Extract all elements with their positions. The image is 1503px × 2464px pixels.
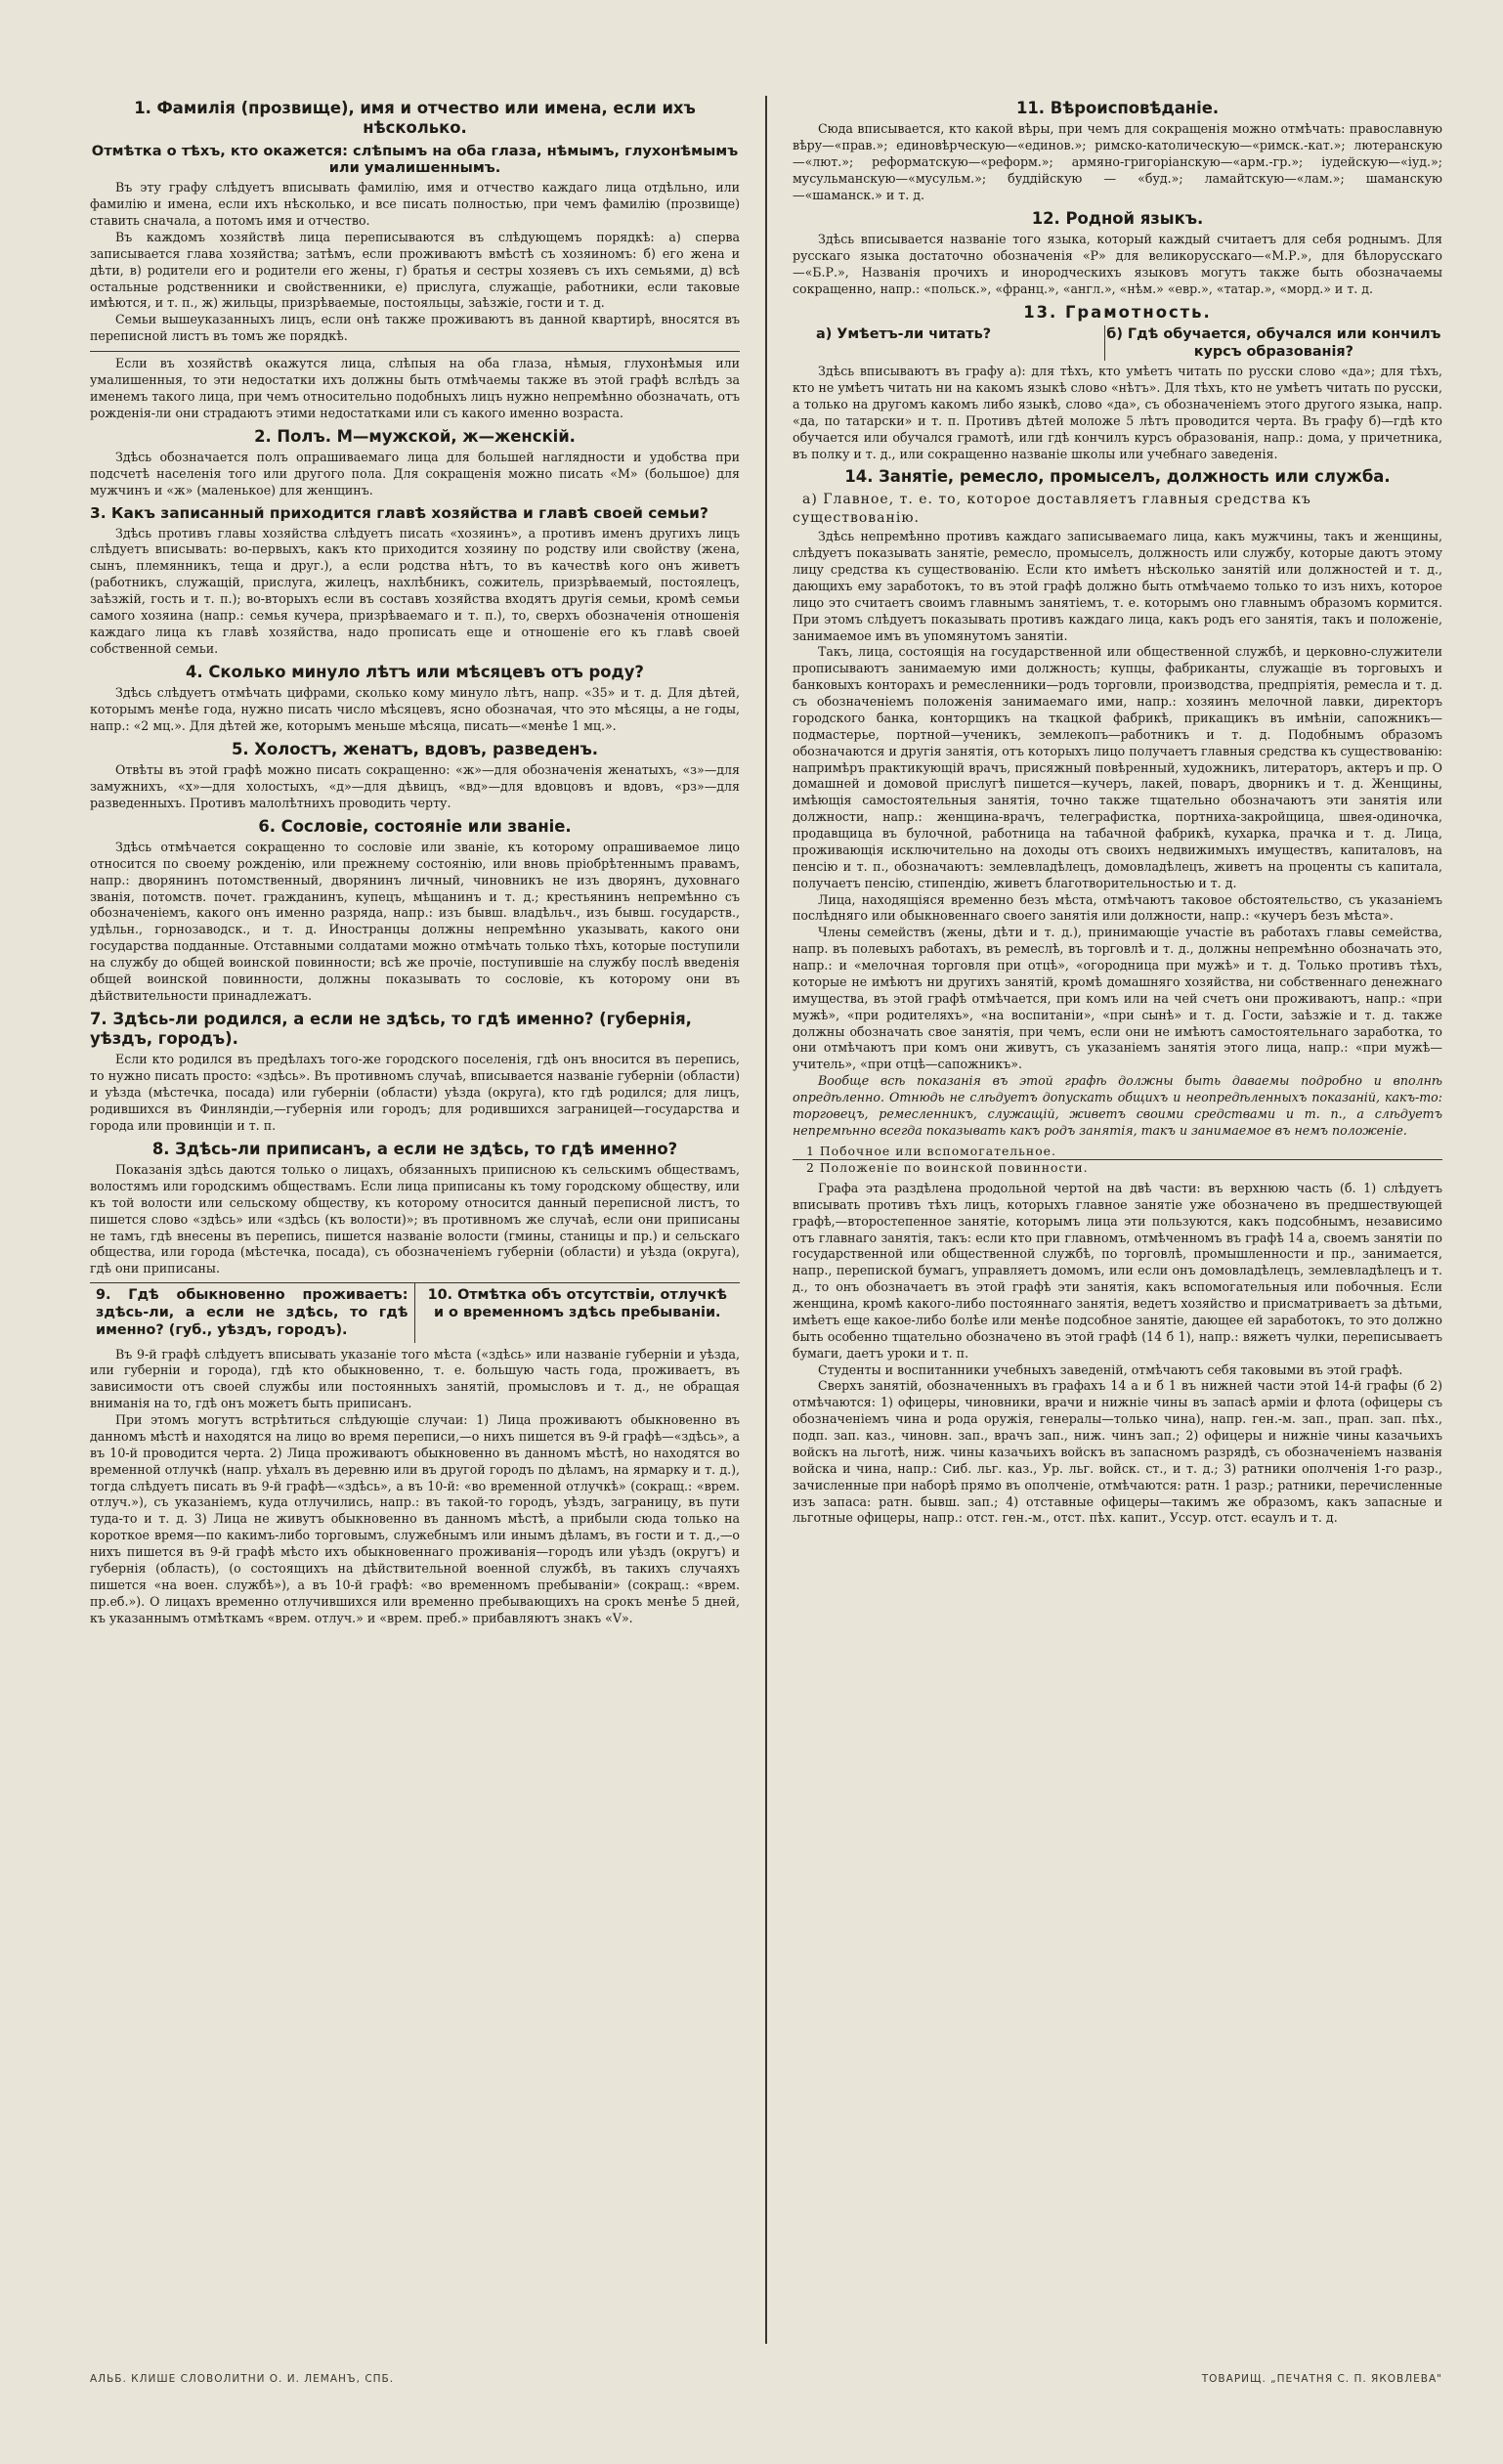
section-11-title: 11. Вѣроисповѣданіе.: [1015, 99, 1220, 117]
section-13-a-label: а) Умѣетъ-ли читать?: [816, 325, 992, 342]
section-1-paragraph: Въ эту графу слѣдуетъ вписывать фамилію, имя и отчество каждаго лица отдѣльно, или фамилію и имена, если ихъ нѣсколько, и все писать полностью, при чемъ фамилію (прозвище) ставить сначала, а потомъ имя и отчество.: [90, 180, 740, 229]
section-12-title: 12. Родной языкъ.: [1031, 208, 1204, 228]
section-6-title: 6. Сословіе, состояніе или званіе.: [258, 816, 572, 836]
section-14-subheading-b1: 1 Побочное или вспомогательное.: [793, 1144, 1442, 1161]
section-7-paragraph: Если кто родился въ предѣлахъ того-же городского поселенія, гдѣ онъ вносится въ перепись, то нужно писать просто: «здѣсь». Въ противномъ случаѣ, вписывается названіе губерніи (области) и уѣзда (мѣстечка, посада) или губерніи (области) уѣзда (округа), кто гдѣ родился; для лицъ, родившихся въ Финляндіи,—губернія или городъ; для родившихся заграницей—государства и города или провинціи и т. п.: [90, 1052, 740, 1133]
section-14-subheading-b: [793, 1144, 1442, 1177]
section-5-title: 5. Холостъ, женатъ, вдовъ, разведенъ.: [231, 739, 599, 758]
section-7-title: 7. Здѣсь-ли родился, а если не здѣсь, то гдѣ именно? (губернія, уѣздъ, городъ).: [90, 1009, 692, 1048]
section-14-paragraph: Такъ, лица, состоящія на государственной или общественной службѣ, и церковно-служители прописываютъ занимаемую ими должность; купцы, фабриканты, служащіе въ торговыхъ и банковыхъ конторахъ и ремесленники—родъ торговли, производства, предпріятія, ремесла и т. д. съ обозначеніемъ положенія занимаемаго ими, напр.: хозяинъ мелочной лавки, директоръ городского банка, конторщикъ на ткацкой фабрикѣ, прикащикъ въ имѣніи, сапожникъ—подмастерье, портной—ученикъ, землекопъ—работникъ и т. д. Подобнымъ образомъ обозначаются и другія занятія, отъ которыхъ лицо получаетъ главныя средства къ существованію: напримѣръ практикующій врачъ, присяжный повѣренный, художникъ, литераторъ, актеръ и пр. О домашней и домовой прислугѣ пишется—кучеръ, лакей, поваръ, дворникъ и т. д. Женщины, имѣющія самостоятельныя занятія, точно также тщательно обозначаютъ эти занятія или должности, напр.: женщина-врачъ, телеграфистка, портниха-закройщица, швея-одиночка, продавщица въ булочной, работница на табачной фабрикѣ, кухарка, прачка и т. д. Лица, проживающія исключительно на доходы отъ своихъ недвижимыхъ имуществъ, капиталовъ, на пенсію и т. п., обозначаютъ: землевладѣлецъ, домовладѣлецъ, живетъ на проценты съ капитала, получаетъ пенсію, стипендію, живетъ благотворительностью и т. д.: [793, 644, 1442, 890]
section-13-paragraph: Здѣсь вписываютъ въ графу а): для тѣхъ, кто умѣетъ читать по русски слово «да»; для тѣхъ, кто не умѣетъ читать ни на какомъ языкѣ слово «нѣтъ». Для тѣхъ, кто не умѣетъ читать по русски, а только на другомъ какомъ либо языкѣ, слово «да», съ обозначеніемъ этого другого языка, напр. «да, по татарски» и т. п. Противъ дѣтей моложе 5 лѣтъ проводится черта. Въ графу б)—гдѣ кто обучается или обучался грамотѣ, или гдѣ кончилъ курсъ образованія, напр.: дома, у причетника, въ полку и т. д., или сокращенно названіе школы или учебнаго заведенія.: [793, 364, 1442, 461]
section-6-paragraph: Здѣсь отмѣчается сокращенно то сословіе или званіе, къ которому опрашиваемое лицо относится по своему рожденію, или прежнему состоянію, или вновь пріобрѣтеннымъ правамъ, напр.: дворянинъ потомственный, дворянинъ личный, чиновникъ не изъ дворянъ, духовнаго званія, потомств. почет. гражданинъ, купецъ, мѣщанинъ и т. д.; крестьянинъ непремѣнно съ обозначеніемъ, какого онъ именно разряда, напр.: изъ бывш. владѣльч., изъ бывш. государств., удѣльн., горнозаводск., и т. д. Иностранцы должны непремѣнно указывать, какого они государства подданные. Отставными солдатами можно отмѣчать только тѣхъ, которые поступили на службу до общей воинской повинности; всѣ же прочіе, поступившіе на службу послѣ введенія общей воинской повинности, должны показывать то сословіе, къ которому они въ дѣйствительности принадлежатъ.: [90, 839, 740, 1003]
section-12-paragraph: Здѣсь вписывается названіе того языка, который каждый считаетъ для себя роднымъ. Для русскаго языка достаточно обозначенія «Р» для великорусскаго—«М.Р.», для бѣлорусскаго—«Б.Р.», Названія прочихъ и инородческихъ языковъ могутъ также быть обозначаемы сокращенно, напр.: «польск.», «франц.», «англ.», «нѣм.» «евр.», «татар.», «морд.» и т. д.: [793, 232, 1442, 296]
section-14-paragraph: Лица, находящіяся временно безъ мѣста, отмѣчаютъ таковое обстоятельство, съ указаніемъ послѣдняго или обыкновеннаго своего занятія или должности, напр.: «кучеръ безъ мѣста».: [793, 891, 1442, 924]
section-5-paragraph: Отвѣты въ этой графѣ можно писать сокращенно: «ж»—для обозначенія женатыхъ, «з»—для замужнихъ, «х»—для холостыхъ, «д»—для дѣвицъ, «вд»—для вдовцовъ и вдовъ, «рз»—для разведенныхъ. Противъ малолѣтнихъ проводить черту.: [90, 761, 740, 810]
section-8-title: 8. Здѣсь-ли приписанъ, а если не здѣсь, то гдѣ именно?: [151, 1139, 678, 1158]
sections-9-10-header: [90, 1282, 740, 1342]
column-divider: [765, 96, 767, 2344]
section-2-paragraph: Здѣсь обозначается полъ опрашиваемаго лица для большей наглядности и удобства при подсчетѣ населенія того или другого пола. Для сокращенія можно писать «М» (большое) для мужчинъ и «ж» (маленькое) для женщинъ.: [90, 449, 740, 497]
section-13-columns: [793, 325, 1442, 361]
left-column: [90, 94, 740, 2361]
printer-footer: [90, 2373, 1442, 2385]
section-3-paragraph: Здѣсь противъ главы хозяйства слѣдуетъ писать «хозяинъ», а противъ именъ другихъ лицъ слѣдуетъ вписывать: во-первыхъ, какъ кто приходится хозяину по родству или свойству (жена, сынъ, племянникъ, теща и друг.), а если родства нѣтъ, то въ качествѣ кого онъ живетъ (работникъ, служащій, прислуга, жилецъ, нахлѣбникъ, сожитель, призрѣваемый, постоялецъ, заѣзжій, гость и т. п.); во-вторыхъ если въ составъ хозяйства входятъ другія семьи, кромѣ семьи самого хозяина (напр.: семья кучера, призрѣваемаго и т. п.), то, сверхъ обозначенія отношенія каждаго лица къ главѣ хозяйства, надо прописать еще и отношеніе его къ главѣ своей собственной семьи.: [90, 525, 740, 656]
section-1-paragraph: Семьи вышеуказанныхъ лицъ, если онѣ также проживаютъ въ данной квартирѣ, вносятся въ переписной листъ въ томъ же порядкѣ.: [90, 312, 740, 344]
section-4-title: 4. Сколько минуло лѣтъ или мѣсяцевъ отъ роду?: [186, 662, 644, 681]
section-14-paragraph: Члены семействъ (жены, дѣти и т. д.), принимающіе участіе въ работахъ главы семейства, напр. въ полевыхъ работахъ, въ ремеслѣ, въ торговлѣ и т. д., должны непремѣнно обозначать это, напр.: и «мелочная торговля при отцѣ», «огородница при мужѣ» и т. д. Только противъ тѣхъ, которые не имѣютъ ни другихъ занятій, кромѣ домашняго хозяйства, ни собственнаго денежнаго имущества, въ этой графѣ отмѣчается, при комъ или на чей счетъ они проживаютъ, напр.: «при мужѣ», «при родителяхъ», «на воспитаніи», «при сынѣ» и т. д. Гости, заѣзжіе и т. д. также должны обозначать свое занятія, при чемъ, если они не имѣютъ самостоятельнаго заработка, то они отмѣчаютъ при комъ они живутъ, съ указаніемъ занятія этого лица, напр.: «при мужѣ—учитель», «при отцѣ—сапожникъ».: [793, 925, 1442, 1072]
section-1-title: 1. Фамилія (прозвище), имя и отчество или имена, если ихъ нѣсколько.: [134, 99, 696, 138]
section-10-title: 10. Отмѣтка объ отсутствіи, отлучкѣ и о временномъ здѣсь пребываніи.: [427, 1287, 727, 1321]
section-1-paragraph: Въ каждомъ хозяйствѣ лица переписываются въ слѣдующемъ порядкѣ: а) сперва записывается глава хозяйства; затѣмъ, если проживаютъ вмѣстѣ съ хозяиномъ: б) его жена и дѣти, в) родители его и родители его жены, г) братья и сестры хозяевъ съ ихъ семьями, д) всѣ остальные родственники и свойственники, е) прислуга, служащіе, работники, если таковые имѣются, и т. п., ж) жильцы, призрѣваемые, постояльцы, заѣзжіе, гости и т. д.: [90, 229, 740, 311]
section-14-paragraph: Вообще всѣ показанія въ этой графѣ должны быть даваемы подробно и вполнѣ опредѣленно. Отнюдь не слѣдуетъ допускать общихъ и неопредѣленныхъ показаній, какъ-то: торговецъ, ремесленникъ, служащій, живетъ своими средствами и т. п., а слѣдуетъ непремѣнно всегда показывать какъ родъ занятія, такъ и занимаемое въ немъ положеніе.: [793, 1073, 1442, 1138]
section-11-paragraph: Сюда вписывается, кто какой вѣры, при чемъ для сокращенія можно отмѣчать: православную вѣру—«прав.»; единовѣрческую—«единов.»; римско-католическую—«римск.-кат.»; лютеранскую—«лют.»; реформатскую—«реформ.»; армяно-григоріанскую—«арм.-гр.»; іудейскую—«іуд.»; мусульманскую—«мусульм.»; буддійскую — «буд.»; ламайтскую—«лам.»; шаманскую—«шаманск.» и т. д.: [793, 121, 1442, 202]
right-column: [793, 94, 1442, 2361]
section-2-title: 2. Полъ. М—мужской, ж—женскій.: [254, 426, 576, 446]
two-column-body: [90, 94, 1442, 2361]
section-13-b-label: б) Гдѣ обучается, обучался или кончилъ курсъ образованія?: [1104, 325, 1442, 361]
section-14-paragraph: Здѣсь непремѣнно противъ каждаго записываемаго лица, какъ мужчины, такъ и женщины, слѣдуетъ показывать занятіе, ремесло, промыселъ, должность или службу, которые даютъ этому лицу средства къ существованію. Если кто имѣетъ нѣсколько занятій или должностей и т. д., дающихъ ему заработокъ, то въ этой графѣ должно быть отмѣчаемо только то изъ нихъ, которое лицо это считаетъ своимъ главнымъ занятіемъ, т. е. которымъ оно главнымъ образомъ кормится. При этомъ слѣдуетъ показывать противъ каждаго лица, какъ родъ его занятія, такъ и положеніе, занимаемое имъ въ упомянутомъ занятіи.: [793, 529, 1442, 643]
section-14-subheading-b2: 2 Положеніе по воинской повинности.: [806, 1160, 1089, 1176]
section-14-paragraph: Студенты и воспитанники учебныхъ заведеній, отмѣчаютъ себя таковыми въ этой графѣ.: [818, 1362, 1403, 1377]
footer-left-imprint: АЛЬБ. КЛИШЕ СЛОВОЛИТНИ О. И. ЛЕМАНЪ, СПБ.: [90, 2373, 395, 2385]
section-14-title: 14. Занятіе, ремесло, промыселъ, должность или служба.: [844, 467, 1391, 487]
section-1-paragraph: Если въ хозяйствѣ окажутся лица, слѣпыя на оба глаза, нѣмыя, глухонѣмыя или умалишенныя, то эти недостатки ихъ должны быть отмѣчаемы также въ этой графѣ вслѣдъ за именемъ такого лица, при чемъ относительно подобныхъ лицъ нужно непремѣнно обозначать, отъ рожденія-ли они страдаютъ этими недостатками или съ какого именно возраста.: [90, 351, 740, 422]
section-8-paragraph: Показанія здѣсь даются только о лицахъ, обязанныхъ приписною къ сельскимъ обществамъ, волостямъ или городскимъ обществамъ. Если лица приписаны къ тому городскому обществу, или къ той волости или сельскому обществу, къ которому относится данный переписной листъ, то пишется слово «здѣсь» или «здѣсь (къ волости)»; въ противномъ же случаѣ, если они приписаны не тамъ, гдѣ внесены въ перепись, пишется названіе волости (гмины, станицы и пр.) и сельскаго общества, или города (мѣстечка, посада), съ обозначеніемъ губерніи (области) и уѣзда (округа), гдѣ они приписаны.: [90, 1162, 740, 1276]
section-9-title: 9. Гдѣ обыкновенно проживаетъ: здѣсь-ли, а если не здѣсь, то гдѣ именно? (губ., уѣздъ, городъ).: [90, 1283, 415, 1342]
section-14-paragraph: Сверхъ занятій, обозначенныхъ въ графахъ 14 а и б 1 въ нижней части этой 14-й графы (б 2) отмѣчаются: 1) офицеры, чиновники, врачи и нижніе чины въ запасѣ арміи и флота (офицеры съ обозначеніемъ чина и рода оружія, генералы—только чина), напр. ген.-м. зап., прап. зап. пѣх., подп. зап. каз., чиновн. зап., врачъ зап., ниж. чинъ зап.; 2) офицеры и нижніе чины казачьихъ войскъ на льготѣ, ниж. чины казачьихъ войскъ въ запасномъ разрядѣ, съ обозначеніемъ названія войска и чина, напр.: Сиб. льг. каз., Ур. льг. войск. ст., и т. д.; 3) ратники ополченія 1-го разр., зачисленные при наборѣ прямо въ ополченіе, отмѣчаются: ратн. 1 разр.; ратники, перечисленные изъ запаса: ратн. бывш. зап.; 4) отставные офицеры—такимъ же образомъ, какъ запасные и льготные офицеры, напр.: отст. ген.-м., отст. пѣх. капит., Уссур. отст. есаулъ и т. д.: [793, 1378, 1442, 1526]
section-9-paragraph: Въ 9-й графѣ слѣдуетъ вписывать указаніе того мѣста («здѣсь» или названіе губерніи и уѣзда, или губерніи и города), гдѣ кто обыкновенно, т. е. большую часть года, проживаетъ, въ зависимости отъ своей службы или постоянныхъ занятій, промысловъ и т. д., не обращая вниманія на то, гдѣ онъ можетъ быть приписанъ.: [90, 1346, 740, 1411]
section-14-subheading-a: а) Главное, т. е. то, которое доставляетъ главныя средства къ существованію.: [793, 491, 1311, 526]
section-14-paragraph: Графа эта раздѣлена продольной чертой на двѣ части: въ верхнюю часть (б. 1) слѣдуетъ вписывать противъ тѣхъ лицъ, которыхъ главное занятіе уже обозначено въ предшествующей графѣ,—второстепенное занятіе, которымъ лица эти пользуются, какъ подсобнымъ, независимо отъ главнаго занятія, такъ: если кто при главномъ, отмѣченномъ въ графѣ 14 а, своемъ занятіи по государственной или общественной службѣ, по торговлѣ, промышленности и пр., занимается, напр., перепиской бумагъ, управляетъ домомъ, или если онъ домовладѣлецъ, землевладѣлецъ и т. д., то онъ обозначаетъ въ этой графѣ эти занятія, какъ вспомогательныя или побочныя. Если женщина, кромѣ какого-либо постояннаго занятія, ведетъ хозяйство и присматриваетъ за дѣтьми, имѣетъ еще какое-либо болѣе или менѣе подсобное занятіе, дающее ей заработокъ, то это должно быть особенно тщательно обозначено въ этой графѣ (14 б 1), напр.: вяжетъ чулки, переписываетъ бумаги, даетъ уроки и т. п.: [793, 1180, 1442, 1361]
section-13-title: 13. Грамотность.: [1023, 302, 1212, 322]
section-1-subtitle: Отмѣтка о тѣхъ, кто окажется: слѣпымъ на оба глаза, нѣмымъ, глухонѣмымъ или умалишеннымъ.: [91, 142, 739, 177]
section-4-paragraph: Здѣсь слѣдуетъ отмѣчать цифрами, сколько кому минуло лѣтъ, напр. «35» и т. д. Для дѣтей, которымъ менѣе года, нужно писать число мѣсяцевъ, ясно обозначая, что это мѣсяцы, а не годы, напр.: «2 мц.». Для дѣтей же, которымъ меньше мѣсяца, писать—«менѣе 1 мц.».: [90, 684, 740, 733]
section-9-paragraph: При этомъ могутъ встрѣтиться слѣдующіе случаи: 1) Лица проживаютъ обыкновенно въ данномъ мѣстѣ и находятся на лицо во время переписи,—о нихъ пишется въ 9-й графѣ—«здѣсь», а въ 10-й проводится черта. 2) Лица проживаютъ обыкновенно въ данномъ мѣстѣ, но находятся во временной отлучкѣ (напр. уѣхалъ въ деревню или въ другой городъ по дѣламъ, на ярмарку и т. д.), тогда слѣдуетъ писать въ 9-й графѣ—«здѣсь», а въ 10-й: «во временной отлучкѣ» (сокращ.: «врем. отлуч.»), съ указаніемъ, куда отлучились, напр.: въ такой-то городъ, уѣздъ, заграницу, въ пути туда-то и т. д. 3) Лица не живутъ обыкновенно въ данномъ мѣстѣ, а прибыли сюда только на короткое время—по какимъ-либо торговымъ, служебнымъ или инымъ дѣламъ, въ гости и т. д.,—о нихъ пишется въ 9-й графѣ мѣсто ихъ обыкновеннаго проживанія—городъ или уѣздъ (округъ) и губернія (область), (о состоящихъ на дѣйствительной военной службѣ, въ такихъ случаяхъ пишется «на воен. службѣ»), а въ 10-й графѣ: «во временномъ пребываніи» (сокращ.: «врем. пр.еб.»). О лицахъ временно отлучившихся или временно пребывающихъ на срокъ менѣе 5 дней, къ указаннымъ отмѣткамъ «врем. отлуч.» и «врем. преб.» прибавляютъ знакъ «V».: [90, 1412, 740, 1625]
footer-right-imprint: ТОВАРИЩ. „ПЕЧАТНЯ С. П. ЯКОВЛЕВА": [1201, 2373, 1442, 2385]
section-3-title: 3. Какъ записанный приходится главѣ хозяйства и главѣ своей семьи?: [90, 503, 709, 522]
